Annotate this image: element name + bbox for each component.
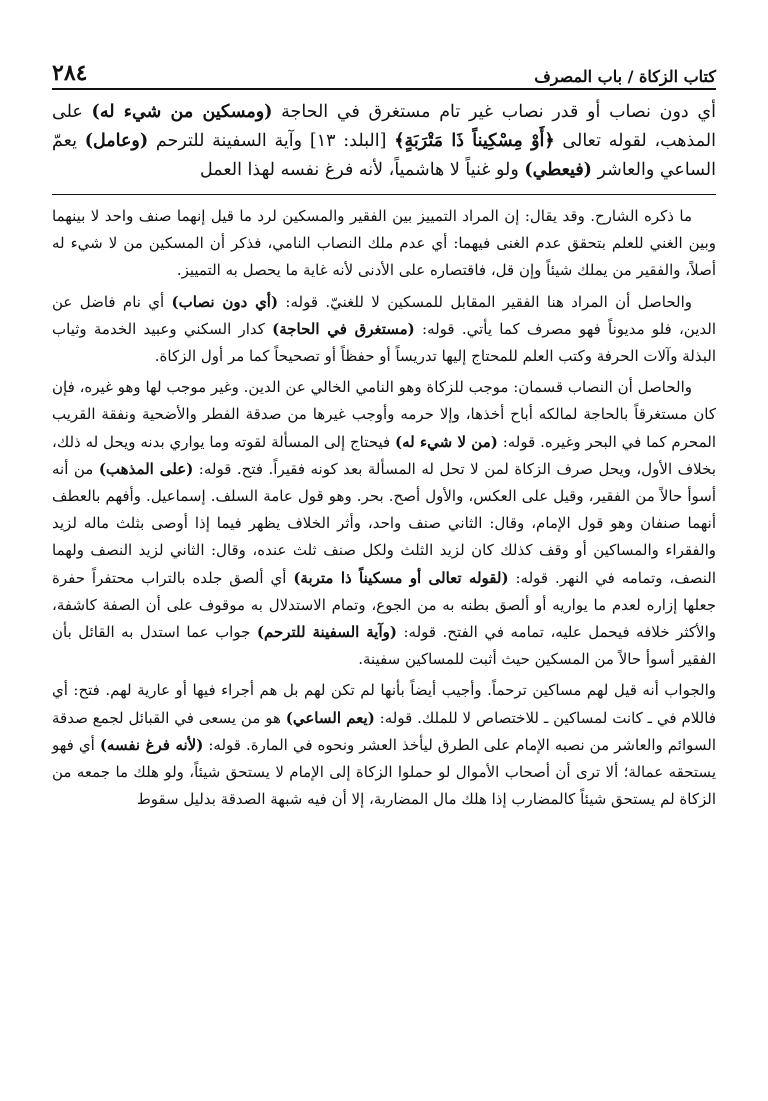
main-text-segment: [البلد: ١٣] وآية السفينة للترحم [148, 131, 395, 151]
quran-verse: ﴿أَوْ مِسْكِيناً ذَا مَتْرَبَةٍ﴾ [394, 131, 555, 151]
main-text-segment: أي دون نصاب أو قدر نصاب غير تام مستغرق في الحاجة [272, 102, 716, 122]
main-text-segment: ولو غنياً لا هاشمياً، لأنه فرغ نفسه لهذا العمل [199, 160, 525, 180]
header-rule [52, 88, 716, 90]
running-title: كتاب الزكاة / باب المصرف [534, 67, 716, 86]
quoted-lemma: (يعم الساعي) [285, 708, 375, 727]
commentary-segment: كدار السكني وعبيد الخدمة وثياب البذلة وآلات الحرفة وكتب العلم للمحتاج إليها تدريساً أو حفظاً أو تصحيحاً كما مر أول الزكاة. [52, 319, 716, 366]
quoted-lemma: (لأنه فرغ نفسه) [99, 735, 204, 754]
main-text [52, 98, 716, 185]
quoted-lemma: (على المذهب) [98, 459, 194, 478]
commentary-segment: والحاصل أن النصاب قسمان: موجب للزكاة وهو النامي الخالي عن الدين. وغير موجب لها وهو غيره، فإن كان مستغرقاً بالحاجة لمالكه أباح أخذها، وإلا حرمه وأوجب غيرها من صدقة الفطر والأضحية ونفقة القريب المحرم كما في البحر وغيره. قوله: [52, 378, 716, 451]
commentary-segment: والجواب أنه قيل لهم مساكين ترحماً. وأجيب أيضاً بأنها لم تكن لهم بل هم أجراء فيها أو عارية لهم. فتح: أي فاللام في ـ كانت لمساكين ـ للاختصاص لا للملك. قوله: [52, 681, 717, 727]
commentary-paragraph [52, 374, 716, 673]
page-number: ٢٨٤ [52, 60, 88, 86]
quoted-lemma: (مستغرق في الحاجة) [272, 319, 415, 338]
section-divider [52, 194, 716, 195]
commentary-segment: أي فهو يستحقه عمالة؛ ألا ترى أن أصحاب الأموال لو حملوا الزكاة إلى الإمام لا يستحق شيئاً، ولو هلك ما جمعه من الزكاة لم يستحق شيئاً كالمضارب إذا هلك مال المضاربة، إلا أن فيه شبهة الصدقة بدليل سقوط [52, 735, 716, 809]
main-text-segment: على المذهب، لقوله تعالى [52, 102, 717, 151]
document-page [52, 0, 716, 1101]
commentary-paragraph [52, 289, 716, 371]
main-bold-phrase: (فيعطي) [524, 160, 592, 180]
commentary-segment: أي ألصق جلده بالتراب محتفراً حفرة جعلها إزاره لعدم ما يواريه أو ألصق بطنه به من الجوع، وتمام الاستدلال به موقوف على أن الصفة كاشفة، والأكثر خلافه فيحمل عليه، تمامه في الفتح. قوله: [52, 568, 717, 642]
main-bold-phrase: (وعامل) [84, 131, 149, 151]
commentary-segment: هو من يسعى في القبائل لجمع صدقة السوائم والعاشر من نصبه الإمام على الطرق ليأخذ العشر ونحوه في المارة. قوله: [52, 708, 716, 754]
quoted-lemma: (أي دون نصاب) [171, 292, 279, 311]
commentary-paragraph [52, 203, 716, 285]
commentary-segment: فيحتاج إلى المسألة لقوته وما يواري بدنه ويحل له ذلك، بخلاف الأول، ويحل صرف الزكاة لمن لا تحل له المسألة بعد كونه فقيراً. فتح. قوله: [52, 432, 716, 478]
page-header [52, 56, 716, 86]
commentary-segment: من أنه أسوأ حالاً من الفقير، وقيل على العكس، والأول أصح. بحر. وهو قول عامة السلف. إسماعيل. وأفهم بالعطف أنهما صنفان وهو قول الإمام، وقال: الثاني صنف واحد، وأثر الخلاف يظهر فيما إذا أوصى بثلث ماله لزيد والفقراء والمساكين أو وقف كذلك كان لزيد الثلث ولكل صنف ثلث عنده، وقال: الثاني لزيد النصف ولهما النصف، وتمامه في النهر. قوله: [52, 459, 717, 587]
commentary-segment: والحاصل أن المراد هنا الفقير المقابل للمسكين لا للغنيّ. قوله: [278, 292, 692, 311]
quoted-lemma: (وآية السفينة للترحم) [256, 623, 397, 642]
commentary-segment: أي نام فاضل عن الدين، فلو مديوناً فهو مصرف كما يأتي. قوله: [52, 292, 716, 338]
commentary-paragraph [52, 677, 716, 813]
commentary-segment: جواب عما استدل به القائل بأن الفقير أسوأ حالاً من المسكين حيث أثبت للمساكين سفينة. [52, 623, 716, 669]
quoted-lemma: (لقوله تعالى أو مسكيناً ذا متربة) [293, 568, 509, 587]
commentary-segment: ما ذكره الشارح. وقد يقال: إن المراد التمييز بين الفقير والمسكين لرد ما قيل إنهما صنف واحد لا بينهما وبين الغني للعلم بتحقق عدم الغنى فيهما: أي عدم ملك النصاب النامي، فذكر أن المسكين من لا شيء له أصلاً، والفقير من يملك شيئاً وإن قل، فاقتصاره على الأدنى لأنه غاية ما يحصل به التمييز. [52, 207, 716, 280]
main-bold-phrase: (ومسكين من شيء له) [91, 102, 273, 122]
main-paragraph [52, 98, 716, 185]
quoted-lemma: (من لا شيء له) [395, 432, 498, 451]
commentary-text [52, 203, 716, 813]
main-text-segment: يعمّ الساعي والعاشر [52, 131, 716, 180]
